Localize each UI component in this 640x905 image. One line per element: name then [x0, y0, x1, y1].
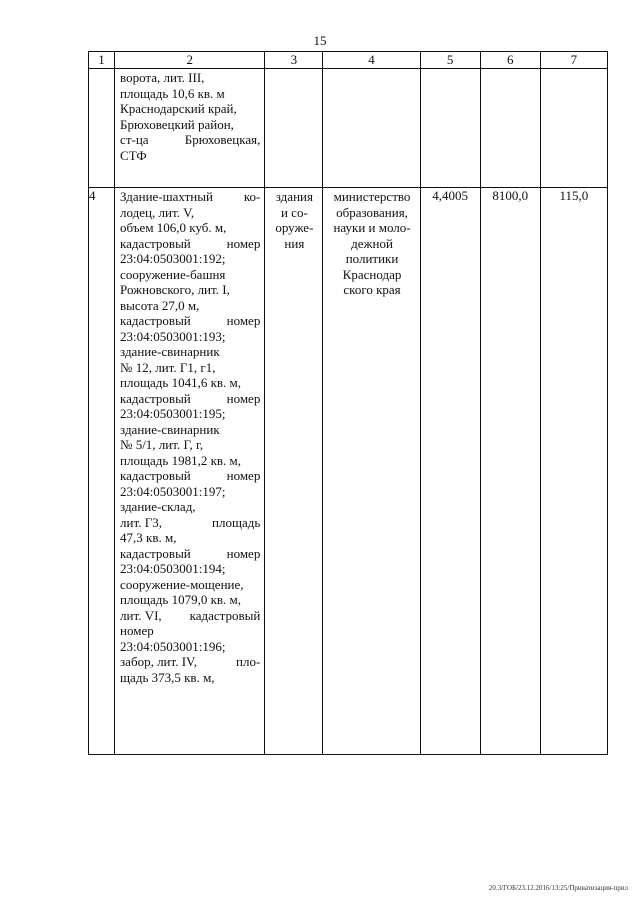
- text-line: министерство: [333, 189, 411, 204]
- text-line: 47,3 кв. м,: [120, 530, 177, 545]
- object-type-cell: [265, 188, 323, 755]
- row-number-cell: [89, 69, 115, 188]
- text-line: ния: [284, 235, 305, 251]
- text-line: лодец, лит. V,: [120, 204, 195, 220]
- text-line: площадь 1041,6 кв. м,: [120, 375, 241, 390]
- column-number: 6: [480, 52, 540, 69]
- column-number: 1: [89, 52, 115, 69]
- text-line: высота 27,0 м,: [120, 297, 200, 313]
- text-line: ст-ца Брюховецкая,: [120, 132, 261, 147]
- column-number: 7: [540, 52, 607, 69]
- text-line: науки и моло-: [333, 220, 411, 235]
- text-line: СТФ: [120, 147, 147, 163]
- text-line: кадастровый номер: [120, 313, 261, 328]
- text-line: здание-свинарник: [120, 344, 220, 359]
- amount-value: 115,0: [540, 188, 607, 755]
- text-line: дежной: [351, 235, 393, 251]
- text-line: 23:04:0503001:197;: [120, 483, 226, 499]
- text-line: Рожновского, лит. I,: [120, 282, 230, 297]
- object-description-cell: [115, 69, 265, 188]
- text-line: 23:04:0503001:196;: [120, 638, 226, 654]
- footer-stamp: 20.3/ГОБ/23.12.2016/13:25/Приватизация-прил: [488, 884, 628, 892]
- text-line: здание-склад,: [120, 499, 196, 514]
- text-line: кадастровый номер: [120, 390, 261, 406]
- object-description-cell: [115, 188, 265, 755]
- holder-cell: [323, 188, 420, 755]
- object-type-text: [265, 188, 322, 251]
- column-number: 2: [115, 52, 265, 69]
- text-line: забор, лит. IV, пло-: [120, 654, 261, 669]
- column-number: 4: [323, 52, 420, 69]
- text-line: № 5/1, лит. Г, г,: [120, 437, 204, 452]
- text-line: щадь 373,5 кв. м,: [120, 669, 215, 685]
- text-line: сооружение-мощение,: [120, 576, 244, 592]
- text-line: политики: [345, 251, 399, 266]
- text-line: и со-: [280, 204, 308, 220]
- text-line: № 12, лит. Г1, г1,: [120, 359, 216, 375]
- column-number: 5: [420, 52, 480, 69]
- object-description-text: [115, 188, 264, 685]
- holder-cell: [323, 69, 420, 188]
- object-description-text: [115, 69, 264, 163]
- text-line: здания: [275, 189, 313, 204]
- text-line: ского края: [343, 282, 401, 297]
- text-line: Краснодар: [342, 266, 402, 282]
- page-number: 15: [313, 33, 327, 48]
- text-line: номер: [120, 623, 154, 638]
- amount-cell: [540, 69, 607, 188]
- column-number-row: [89, 52, 608, 69]
- holder-text: [323, 188, 419, 298]
- text-line: Брюховецкий район,: [120, 116, 234, 132]
- text-line: сооружение-башня: [120, 266, 226, 282]
- text-line: лит. Г3, площадь: [120, 514, 261, 530]
- text-line: Краснодарский край,: [120, 101, 237, 116]
- text-line: площадь 1079,0 кв. м,: [120, 592, 241, 607]
- table-row-continued: [89, 69, 608, 188]
- text-line: лит. VI, кадастровый: [120, 607, 261, 623]
- area-cell: [420, 69, 480, 188]
- text-line: кадастровый номер: [120, 235, 261, 251]
- value-cell: [480, 69, 540, 188]
- area-value: 4,4005: [420, 188, 480, 755]
- table-row: [89, 188, 608, 755]
- value-amount: 8100,0: [480, 188, 540, 755]
- text-line: здание-свинарник: [120, 421, 220, 437]
- row-number: 4: [89, 188, 115, 755]
- object-type-cell: [265, 69, 323, 188]
- property-table: [88, 51, 608, 755]
- text-line: 23:04:0503001:193;: [120, 328, 226, 344]
- text-line: ворота, лит. III,: [120, 70, 205, 85]
- text-line: площадь 1981,2 кв. м,: [120, 452, 241, 468]
- text-line: 23:04:0503001:192;: [120, 251, 226, 266]
- text-line: площадь 10,6 кв. м: [120, 85, 225, 101]
- text-line: кадастровый номер: [120, 545, 261, 561]
- text-line: 23:04:0503001:195;: [120, 406, 226, 421]
- text-line: Здание-шахтный ко-: [120, 189, 261, 204]
- text-line: кадастровый номер: [120, 468, 261, 483]
- column-number: 3: [265, 52, 323, 69]
- text-line: образования,: [336, 204, 408, 220]
- text-line: объем 106,0 куб. м,: [120, 220, 227, 235]
- text-line: оруже-: [275, 220, 314, 235]
- text-line: 23:04:0503001:194;: [120, 561, 226, 576]
